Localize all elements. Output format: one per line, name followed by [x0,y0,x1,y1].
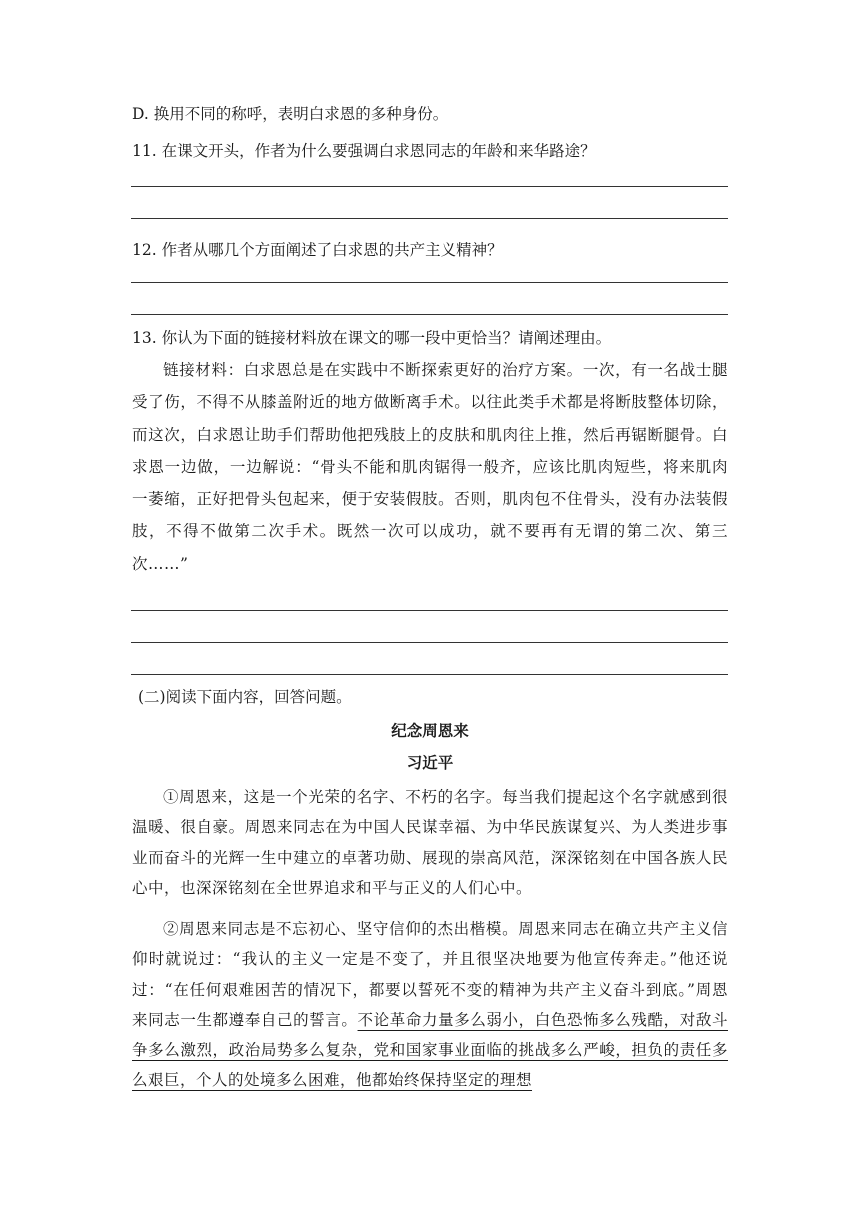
option-d: D. 换用不同的称呼，表明白求恩的多种身份。 [132,105,449,123]
answer-line[interactable] [131,282,728,283]
article-author: 习近平 [406,753,454,772]
question-12: 12. 作者从哪几个方面阐述了白求恩的共产主义精神？ [132,241,503,259]
paragraph-2-text: ②周恩来同志是不忘初心、坚守信仰的杰出楷模。周恩来同志在确立共产主义信仰时就说过：“我认的主义一定是不变了，并且很坚决地要为他宣传奔走。”他还说过：“在任何艰难困苦的情况下，都要以誓死不变的精神为共产主义奋斗到底。”周恩来同志一生都遵奉自己的誓言。 [132,920,728,1029]
article-title: 纪念周恩来 [391,721,469,740]
answer-line[interactable] [131,610,728,611]
answer-line[interactable] [131,674,728,675]
answer-line[interactable] [131,218,728,219]
question-13: 13. 你认为下面的链接材料放在课文的哪一段中更恰当？请阐述理由。 [132,329,612,347]
paragraph-1: ①周恩来，这是一个光荣的名字、不朽的名字。每当我们提起这个名字就感到很温暖、很自豪。周恩来同志在为中国人民谋幸福、为中华民族谋复兴、为人类进步事业而奋斗的光辉一生中建立的卓著功勋、展现的崇高风范，深深铭刻在中国各族人民心中，也深深铭刻在全世界追求和平与正义的人们心中。 [132,788,728,897]
paragraph-2 [132,914,728,1096]
section-heading: (二)阅读下面内容，回答问题。 [138,688,352,706]
answer-line[interactable] [131,642,728,643]
question-11: 11. 在课文开头，作者为什么要强调白求恩同志的年龄和来华路途？ [132,142,596,160]
answer-line[interactable] [131,186,728,187]
link-material: 链接材料：白求恩总是在实践中不断探索更好的治疗方案。一次，有一名战士腿受了伤，不得不从膝盖附近的地方做断离手术。以往此类手术都是将断肢整体切除，而这次，白求恩让助手们帮助他把残肢上的皮肤和肌肉往上推，然后再锯断腿骨。白求恩一边做，一边解说：“骨头不能和肌肉锯得一般齐，应该比肌肉短些，将来肌肉一萎缩，正好把骨头包起来，便于安装假肢。否则，肌肉包不住骨头，没有办法装假肢，不得不做第二次手术。既然一次可以成功，就不要再有无谓的第二次、第三次……” [132,361,728,573]
underlined-passage: 不论革命力量多么弱小，白色恐怖多么残酷，对敌斗争多么激烈，政治局势多么复杂，党和国家事业面临的挑战多么严峻，担负的责任多么艰巨，个人的处境多么困难，他都始终保持坚定的理想 [132,1010,728,1090]
answer-line[interactable] [131,314,728,315]
